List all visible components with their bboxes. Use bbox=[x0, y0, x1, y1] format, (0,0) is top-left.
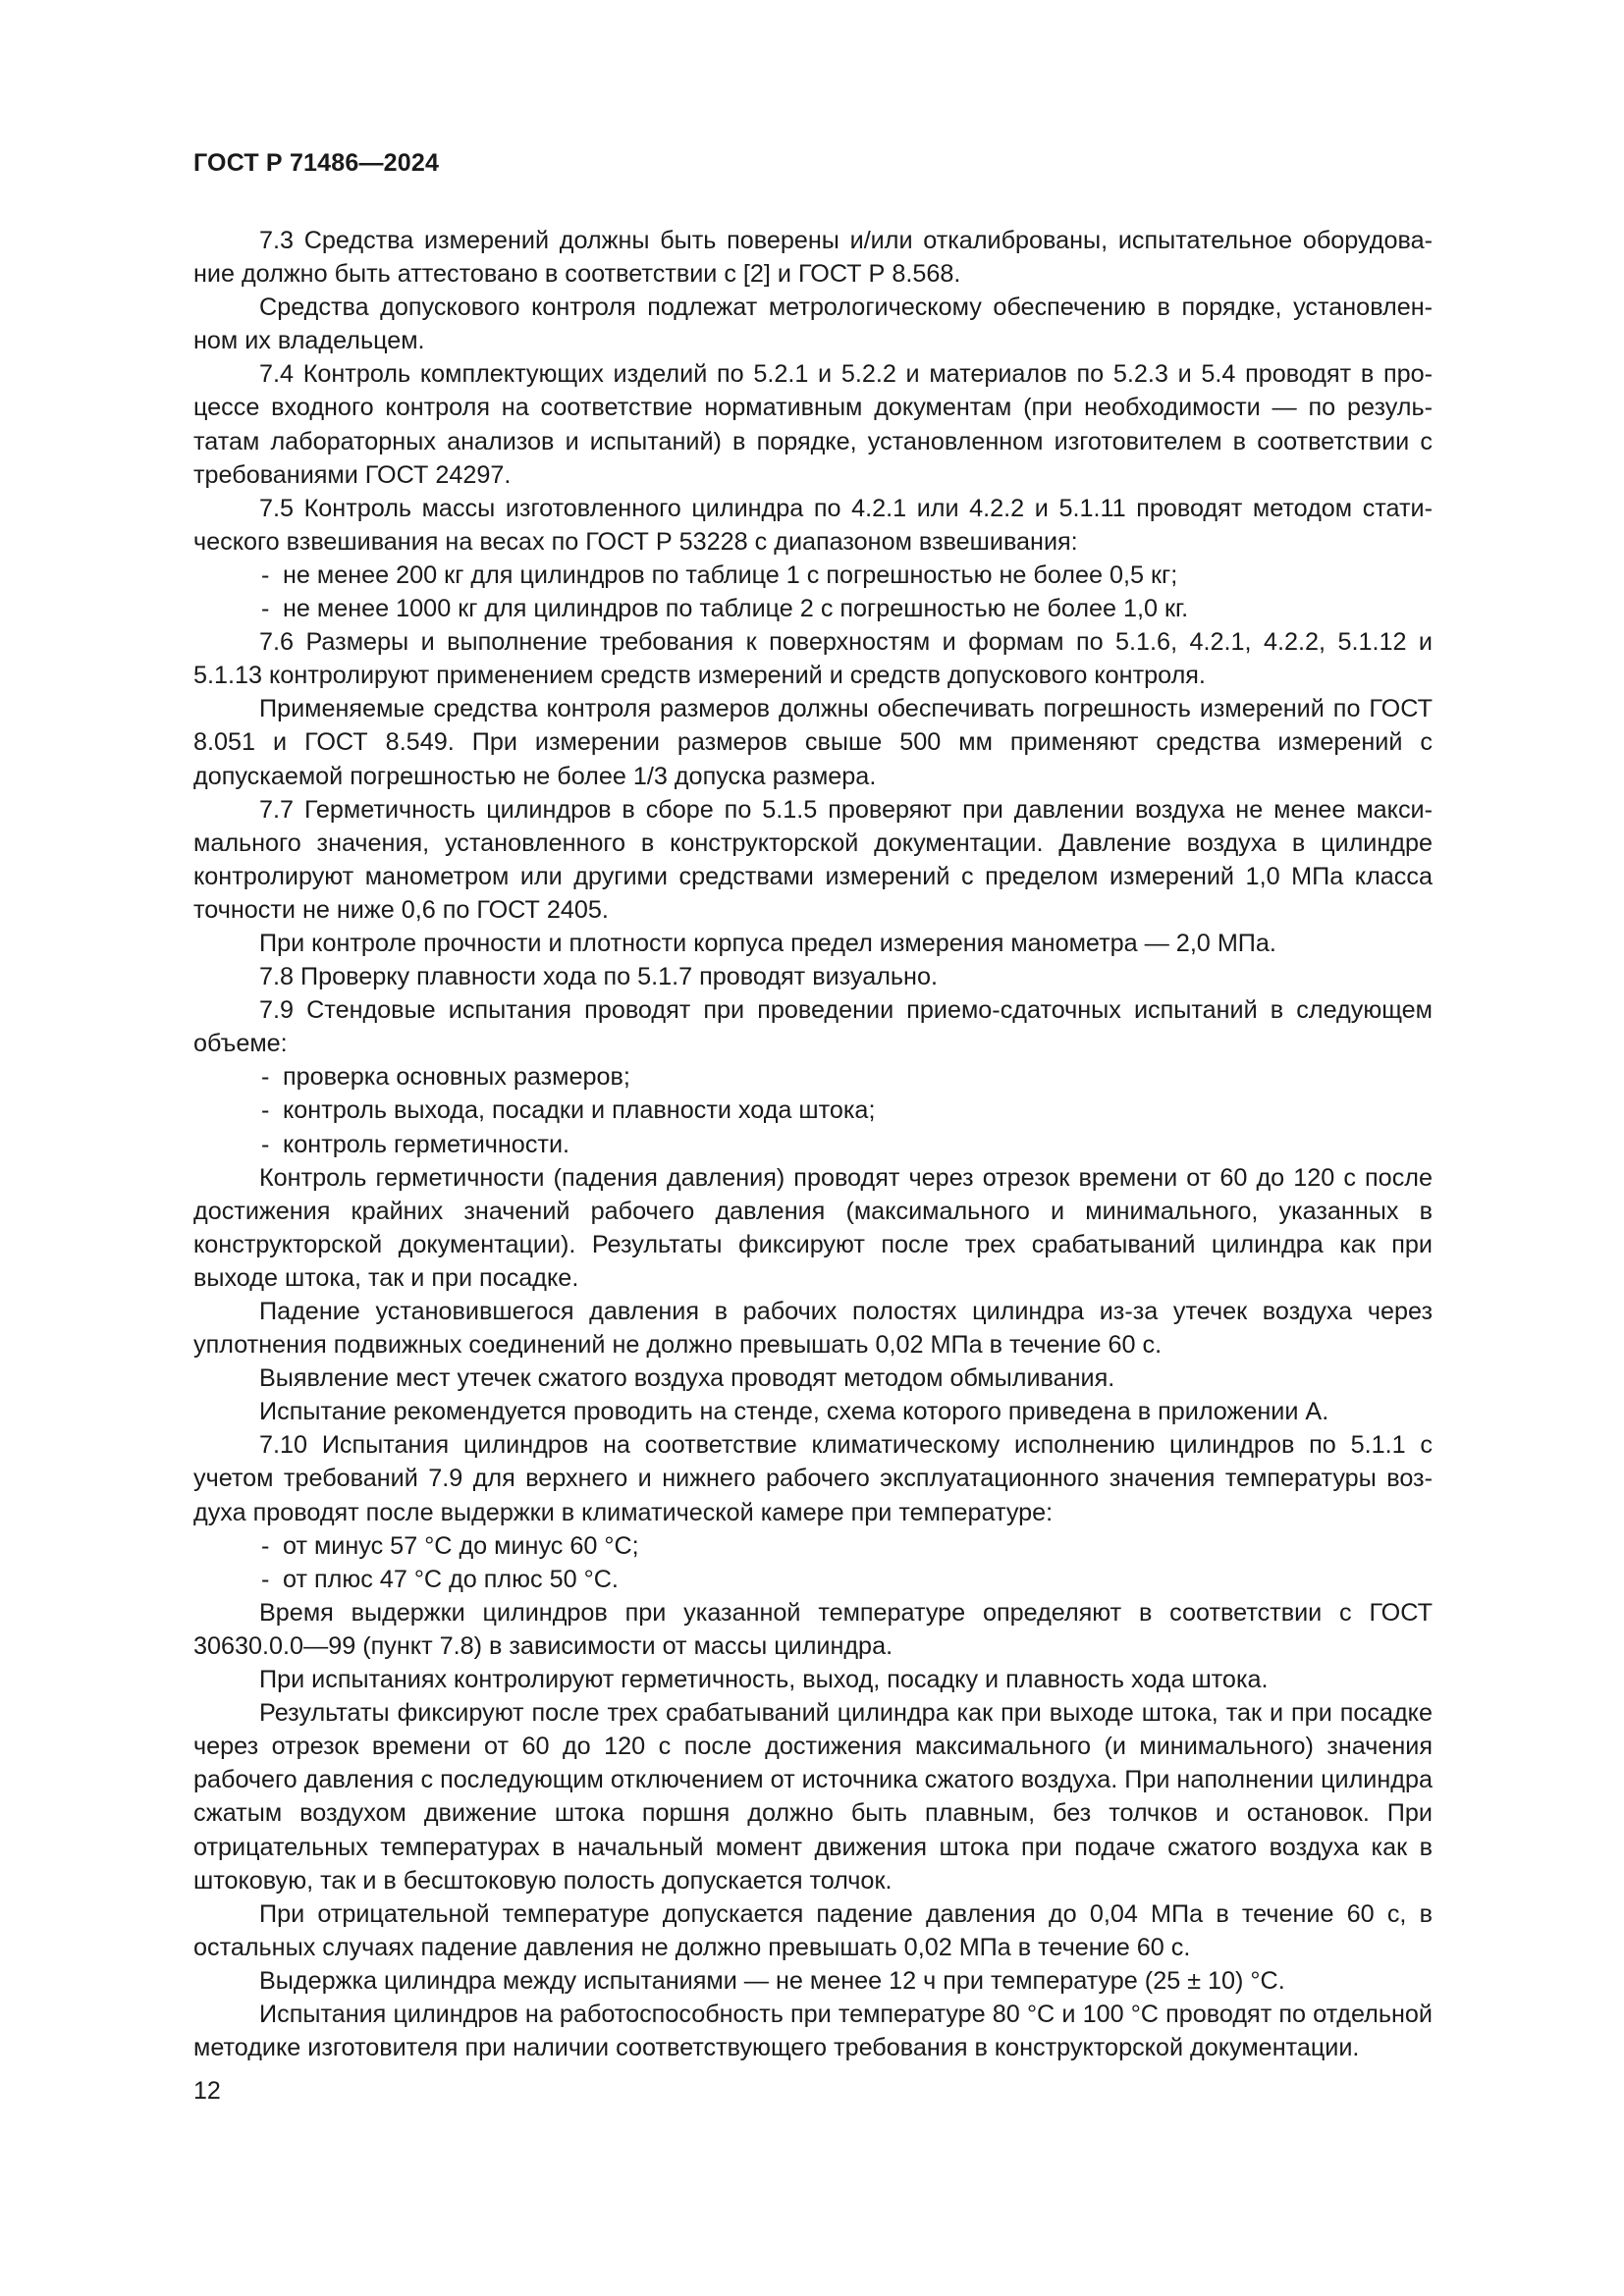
list-item-text: контроль герметичности. bbox=[283, 1130, 570, 1158]
paragraph-7-7: 7.7 Герметичность цилиндров в сборе по 5.1.5 проверяют при давлении воздуха не менее максимального значения, установленного в конструкторской документации. Давление воздуха в цилиндре контролируют манометром или другими средствами измерений с пределом измерений 1,0 МПа класса точности не ниже 0,6 по ГОСТ 2405. bbox=[193, 795, 1433, 924]
list-item-text: не менее 1000 кг для цилиндров по таблице 2 с погрешностью не более 1,0 кг. bbox=[283, 595, 1189, 623]
list-item-text: контроль выхода, посадки и плавности хода штока; bbox=[283, 1096, 876, 1125]
paragraph-7-3: 7.3 Средства измерений должны быть поверены и/или откалиброваны, испытательное оборудование должно быть аттестовано в соответствии с [2] и ГОСТ Р 8.568. bbox=[193, 227, 1433, 289]
list-item bbox=[193, 1529, 1433, 1563]
list-item bbox=[193, 1563, 1433, 1596]
list-item bbox=[193, 1128, 1433, 1161]
list-item bbox=[193, 592, 1433, 625]
list-marker: - bbox=[261, 595, 270, 623]
list-marker: - bbox=[261, 1063, 270, 1092]
paragraph-pressure-drop: Падение установившегося давления в рабочих полостях цилиндра из-за утечек воздуха через уплотнения подвижных соединений не должно превышать 0,02 МПа в течение 60 с. bbox=[193, 1298, 1433, 1360]
list-item-text: не менее 200 кг для цилиндров по таблице 1 с погрешностью не более 0,5 кг; bbox=[283, 561, 1178, 589]
paragraph-exposure-between-tests: Выдержка цилиндра между испытаниями — не менее 12 ч при температуре (25 ± 10) °С. bbox=[259, 1966, 1285, 1995]
list-item bbox=[193, 559, 1433, 592]
paragraph-tolerance-control: Средства допускового контроля подлежат метрологическому обеспечению в порядке, установленном их владельцем. bbox=[193, 294, 1433, 355]
page-number: 12 bbox=[193, 2077, 221, 2105]
list-marker: - bbox=[261, 1130, 270, 1158]
list-item-text: от плюс 47 °С до плюс 50 °С. bbox=[283, 1565, 619, 1593]
list-item-text: от минус 57 °С до минус 60 °С; bbox=[283, 1531, 639, 1560]
list-item-text: проверка основных размеров; bbox=[283, 1063, 630, 1092]
paragraph-leak-control: Контроль герметичности (падения давления) проводят через отрезок времени от 60 до 120 с после достижения крайних значений рабочего давления (максимального и минимального, указанных в конструкторской документации). Результаты фиксируют после трех срабатываний цилиндра как при выходе штока, так и при посадке. bbox=[193, 1163, 1433, 1292]
list-marker: - bbox=[261, 1096, 270, 1125]
paragraph-7-8: 7.8 Проверку плавности хода по 5.1.7 проводят визуально. bbox=[259, 963, 938, 991]
paragraph-7-10: 7.10 Испытания цилиндров на соответствие климатическому исполнению цилиндров по 5.1.1 с учетом требований 7.9 для верхнего и нижнего рабочего эксплуатационного значения температуры воздуха проводят после выдержки в климатической камере при температуре: bbox=[193, 1431, 1433, 1526]
paragraph-test-control: При испытаниях контролируют герметичность, выход, посадку и плавность хода штока. bbox=[259, 1666, 1269, 1694]
paragraph-7-6: 7.6 Размеры и выполнение требования к поверхностям и формам по 5.1.6, 4.2.1, 4.2.2, 5.1.12 и 5.1.13 контролируют применением средств измерений и средств допускового контроля. bbox=[193, 628, 1433, 690]
list-marker: - bbox=[261, 1531, 270, 1560]
paragraph-performance-tests: Испытания цилиндров на работоспособность при температуре 80 °С и 100 °С проводят по отдельной методике изготовителя при наличии соответствующего требования в конструкторской документации. bbox=[193, 2000, 1433, 2062]
list-marker: - bbox=[261, 1565, 270, 1593]
list-item bbox=[193, 1060, 1433, 1094]
list-item bbox=[193, 1094, 1433, 1127]
paragraph-exposure-time: Время выдержки цилиндров при указанной температуре определяют в соответствии с ГОСТ 30630.0.0—99 (пункт 7.8) в зависимости от массы цилиндра. bbox=[193, 1598, 1433, 1660]
document-header-code: ГОСТ Р 71486—2024 bbox=[193, 149, 440, 177]
paragraph-7-9: 7.9 Стендовые испытания проводят при проведении приемо-сдаточных испытаний в следующем объеме: bbox=[193, 996, 1433, 1058]
document-body bbox=[193, 224, 1433, 2064]
paragraph-test-results: Результаты фиксируют после трех срабатываний цилиндра как при выходе штока, так и при посадке через отрезок времени от 60 до 120 с после достижения максимального (и минимального) значения рабочего давления с последующим отключением от источника сжатого воздуха. При наполнении цилиндра сжатым воздухом движение штока поршня должно быть плавным, без толчков и остановок. При отрицательных температурах в начальный момент движения штока при подаче сжатого воздуха как в штоковую, так и в бесштоковую полость допускается толчок. bbox=[193, 1699, 1433, 1895]
paragraph-manometer-limit: При контроле прочности и плотности корпуса предел измерения манометра — 2,0 МПа. bbox=[259, 929, 1276, 957]
paragraph-test-stand: Испытание рекомендуется проводить на стенде, схема которого приведена в приложении А. bbox=[259, 1398, 1329, 1426]
paragraph-negative-temperature: При отрицательной температуре допускается падение давления до 0,04 МПа в течение 60 с, в остальных случаях падение давления не должно превышать 0,02 МПа в течение 60 с. bbox=[193, 1899, 1433, 1961]
paragraph-7-4: 7.4 Контроль комплектующих изделий по 5.2.1 и 5.2.2 и материалов по 5.2.3 и 5.4 проводят в процессе входного контроля на соответствие нормативным документам (при необходимости — по результатам лабораторных анализов и испытаний) в порядке, установленном изготовителем в соответствии с требованиями ГОСТ 24297. bbox=[193, 360, 1433, 489]
paragraph-leak-detection: Выявление мест утечек сжатого воздуха проводят методом обмыливания. bbox=[259, 1364, 1115, 1393]
paragraph-measurement-accuracy: Применяемые средства контроля размеров должны обеспечивать погрешность измерений по ГОСТ 8.051 и ГОСТ 8.549. При измерении размеров свыше 500 мм применяют средства измерений с допускаемой погрешностью не более 1/3 допуска размера. bbox=[193, 695, 1433, 790]
paragraph-7-5: 7.5 Контроль массы изготовленного цилиндра по 4.2.1 или 4.2.2 и 5.1.11 проводят методом статического взвешивания на весах по ГОСТ Р 53228 с диапазоном взвешивания: bbox=[193, 494, 1433, 556]
list-marker: - bbox=[261, 561, 270, 589]
